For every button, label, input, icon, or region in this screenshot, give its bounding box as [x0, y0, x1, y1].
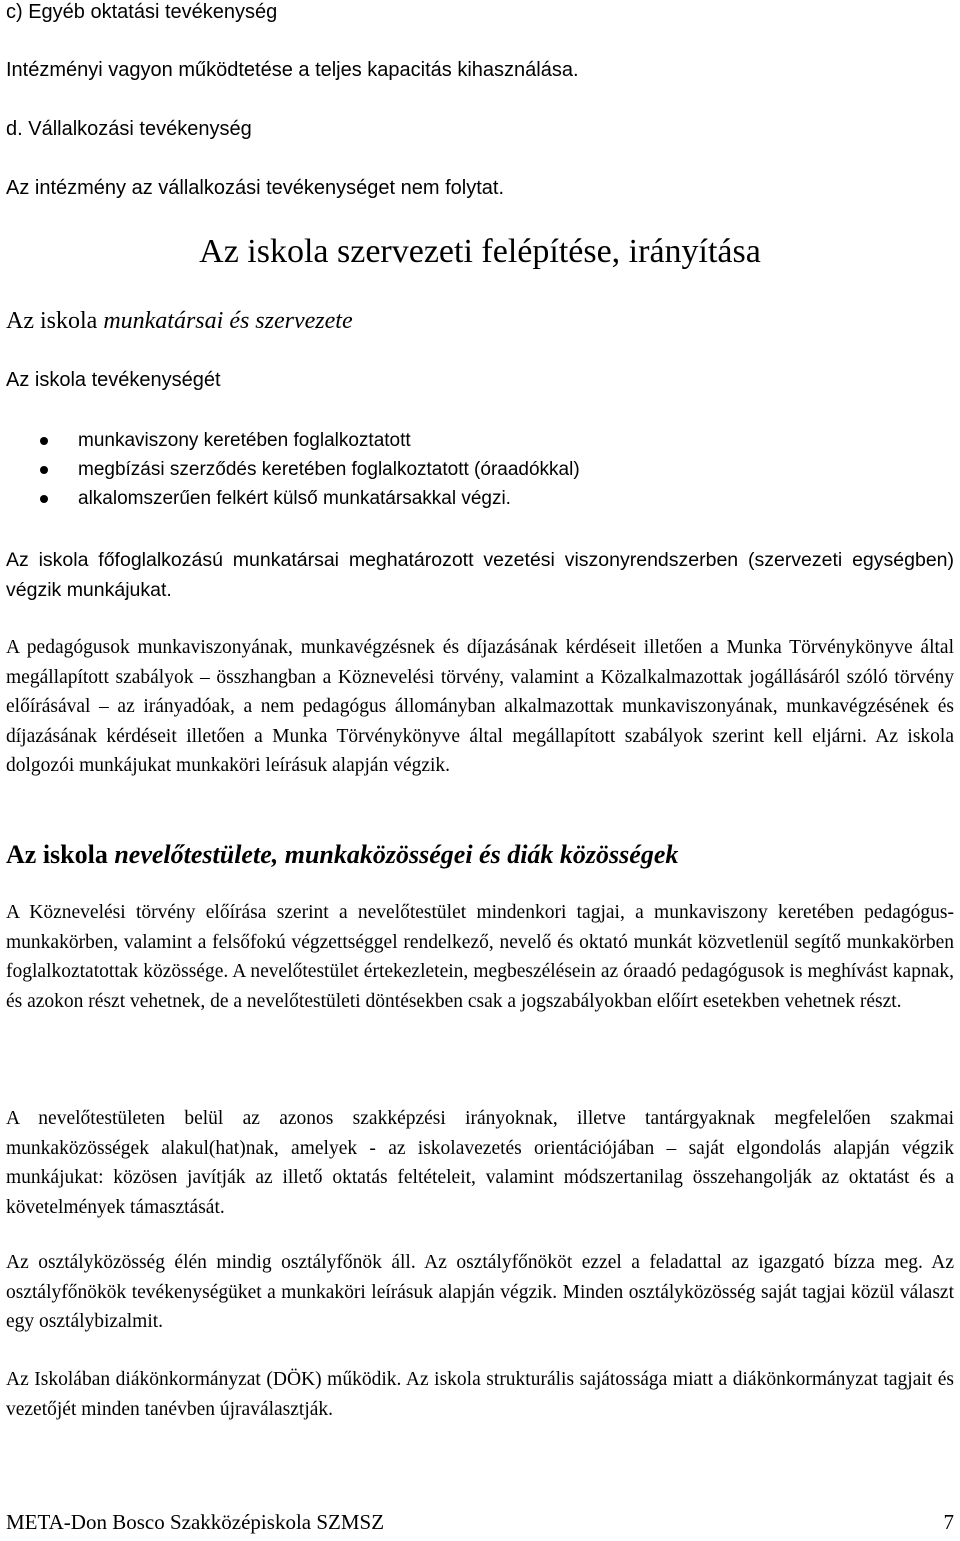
activity-list — [40, 426, 580, 513]
intro-text: Az iskola tevékenységét — [6, 369, 221, 391]
paragraph-staff: Az iskola főfoglalkozású munkatársai meghatározott vezetési viszonyrendszerben (szervezeti egységben) végzik munkájukat. — [6, 549, 954, 601]
list-item — [40, 426, 580, 455]
bullet-icon — [40, 466, 48, 474]
sub-heading — [6, 306, 353, 336]
page-number: 7 — [943, 1510, 954, 1534]
list-item-text: munkaviszony keretében foglalkoztatott — [78, 430, 411, 451]
list-item — [40, 484, 580, 513]
sub-heading-plain: Az iskola — [6, 308, 104, 334]
section-c-text: Intézményi vagyon működtetése a teljes kapacitás kihasználása. — [6, 59, 579, 81]
paragraph-class-communities: Az osztályközösség élén mindig osztályfőnök áll. Az osztályfőnököt ezzel a feladattal az igazgató bízza meg. Az osztályfőnökök tevékenységüket a munkaköri leírásuk alapján végzik. Minden osztályközösség saját tagjai közül választ egy osztálybizalmit. — [6, 1252, 954, 1332]
section-d-text: Az intézmény az vállalkozási tevékenységet nem folytat. — [6, 177, 505, 199]
list-item-text: alkalomszerűen felkért külső munkatársakkal végzi. — [78, 488, 511, 509]
paragraph-work-communities: A nevelőtestületen belül az azonos szakképzési irányoknak, illetve tantárgyaknak megfelelően szakmai munkaközösségek alakul(hat)nak, amelyek - az iskolavezetés orientációjában – saját elgondolás alapján végzik munkájukat: közösen javítják az illető oktatás feltételeit, valamint módszertanilag összehangolják az oktatást és a követelmények támasztását. — [6, 1108, 954, 1218]
sub-heading-italic: munkatársai és szervezete — [103, 308, 353, 334]
footer-title: META-Don Bosco Szakközépiskola SZMSZ — [6, 1510, 385, 1534]
section-d-title: d. Vállalkozási tevékenység — [6, 118, 252, 140]
section-heading-bodies — [6, 838, 678, 872]
list-item-text: megbízási szerződés keretében foglalkoztatott (óraadókkal) — [78, 459, 580, 480]
paragraph-employment: A pedagógusok munkaviszonyának, munkavégzésnek és díjazásának kérdéseit illetően a Munka Törvénykönyve által megállapított szabályok – összhangban a Köznevelési törvény, valamint a Közalkalmazottak jogállásáról szóló törvény előírásával – az irányadóak, a nem pedagógus állományban alkalmazottak munkaviszonyának, munkavégzésének és díjazásának kérdéseit illetően a Munka Törvénykönyve által megállapított szabályok szerint kell eljárni. Az iskola dolgozói munkájukat munkaköri leírásuk alapján végzik. — [6, 637, 954, 776]
paragraph-student-council: Az Iskolában diákönkormányzat (DÖK) működik. Az iskola strukturális sajátossága miatt a diákönkormányzat tagjait és vezetőjét minden tanévben újraválasztják. — [6, 1369, 954, 1420]
bullet-icon — [40, 437, 48, 445]
section-heading-plain: Az iskola — [6, 840, 115, 869]
section-heading-italic: nevelőtestülete, munkaközösségei és diák közösségek — [114, 840, 679, 869]
bullet-icon — [40, 495, 48, 503]
section-c-title: c) Egyéb oktatási tevékenység — [6, 1, 278, 23]
paragraph-teaching-staff: A Köznevelési törvény előírása szerint a nevelőtestület mindenkori tagjai, a munkaviszony keretében pedagógus-munkakörben, valamint a felsőfokú végzettséggel rendelkező, nevelő és oktató munkát közvetlenül segítő munkakörben foglalkoztatottak közössége. A nevelőtestület értekezletein, megbeszélésein az óraadó pedagógusok is meghívást kapnak, és azokon részt vehetnek, de a nevelőtestületi döntésekben csak a jogszabályokban előírt esetekben vehetnek részt. — [6, 902, 954, 1012]
list-item — [40, 455, 580, 484]
page-footer — [6, 1509, 954, 1535]
main-heading: Az iskola szervezeti felépítése, irányítása — [199, 233, 761, 270]
